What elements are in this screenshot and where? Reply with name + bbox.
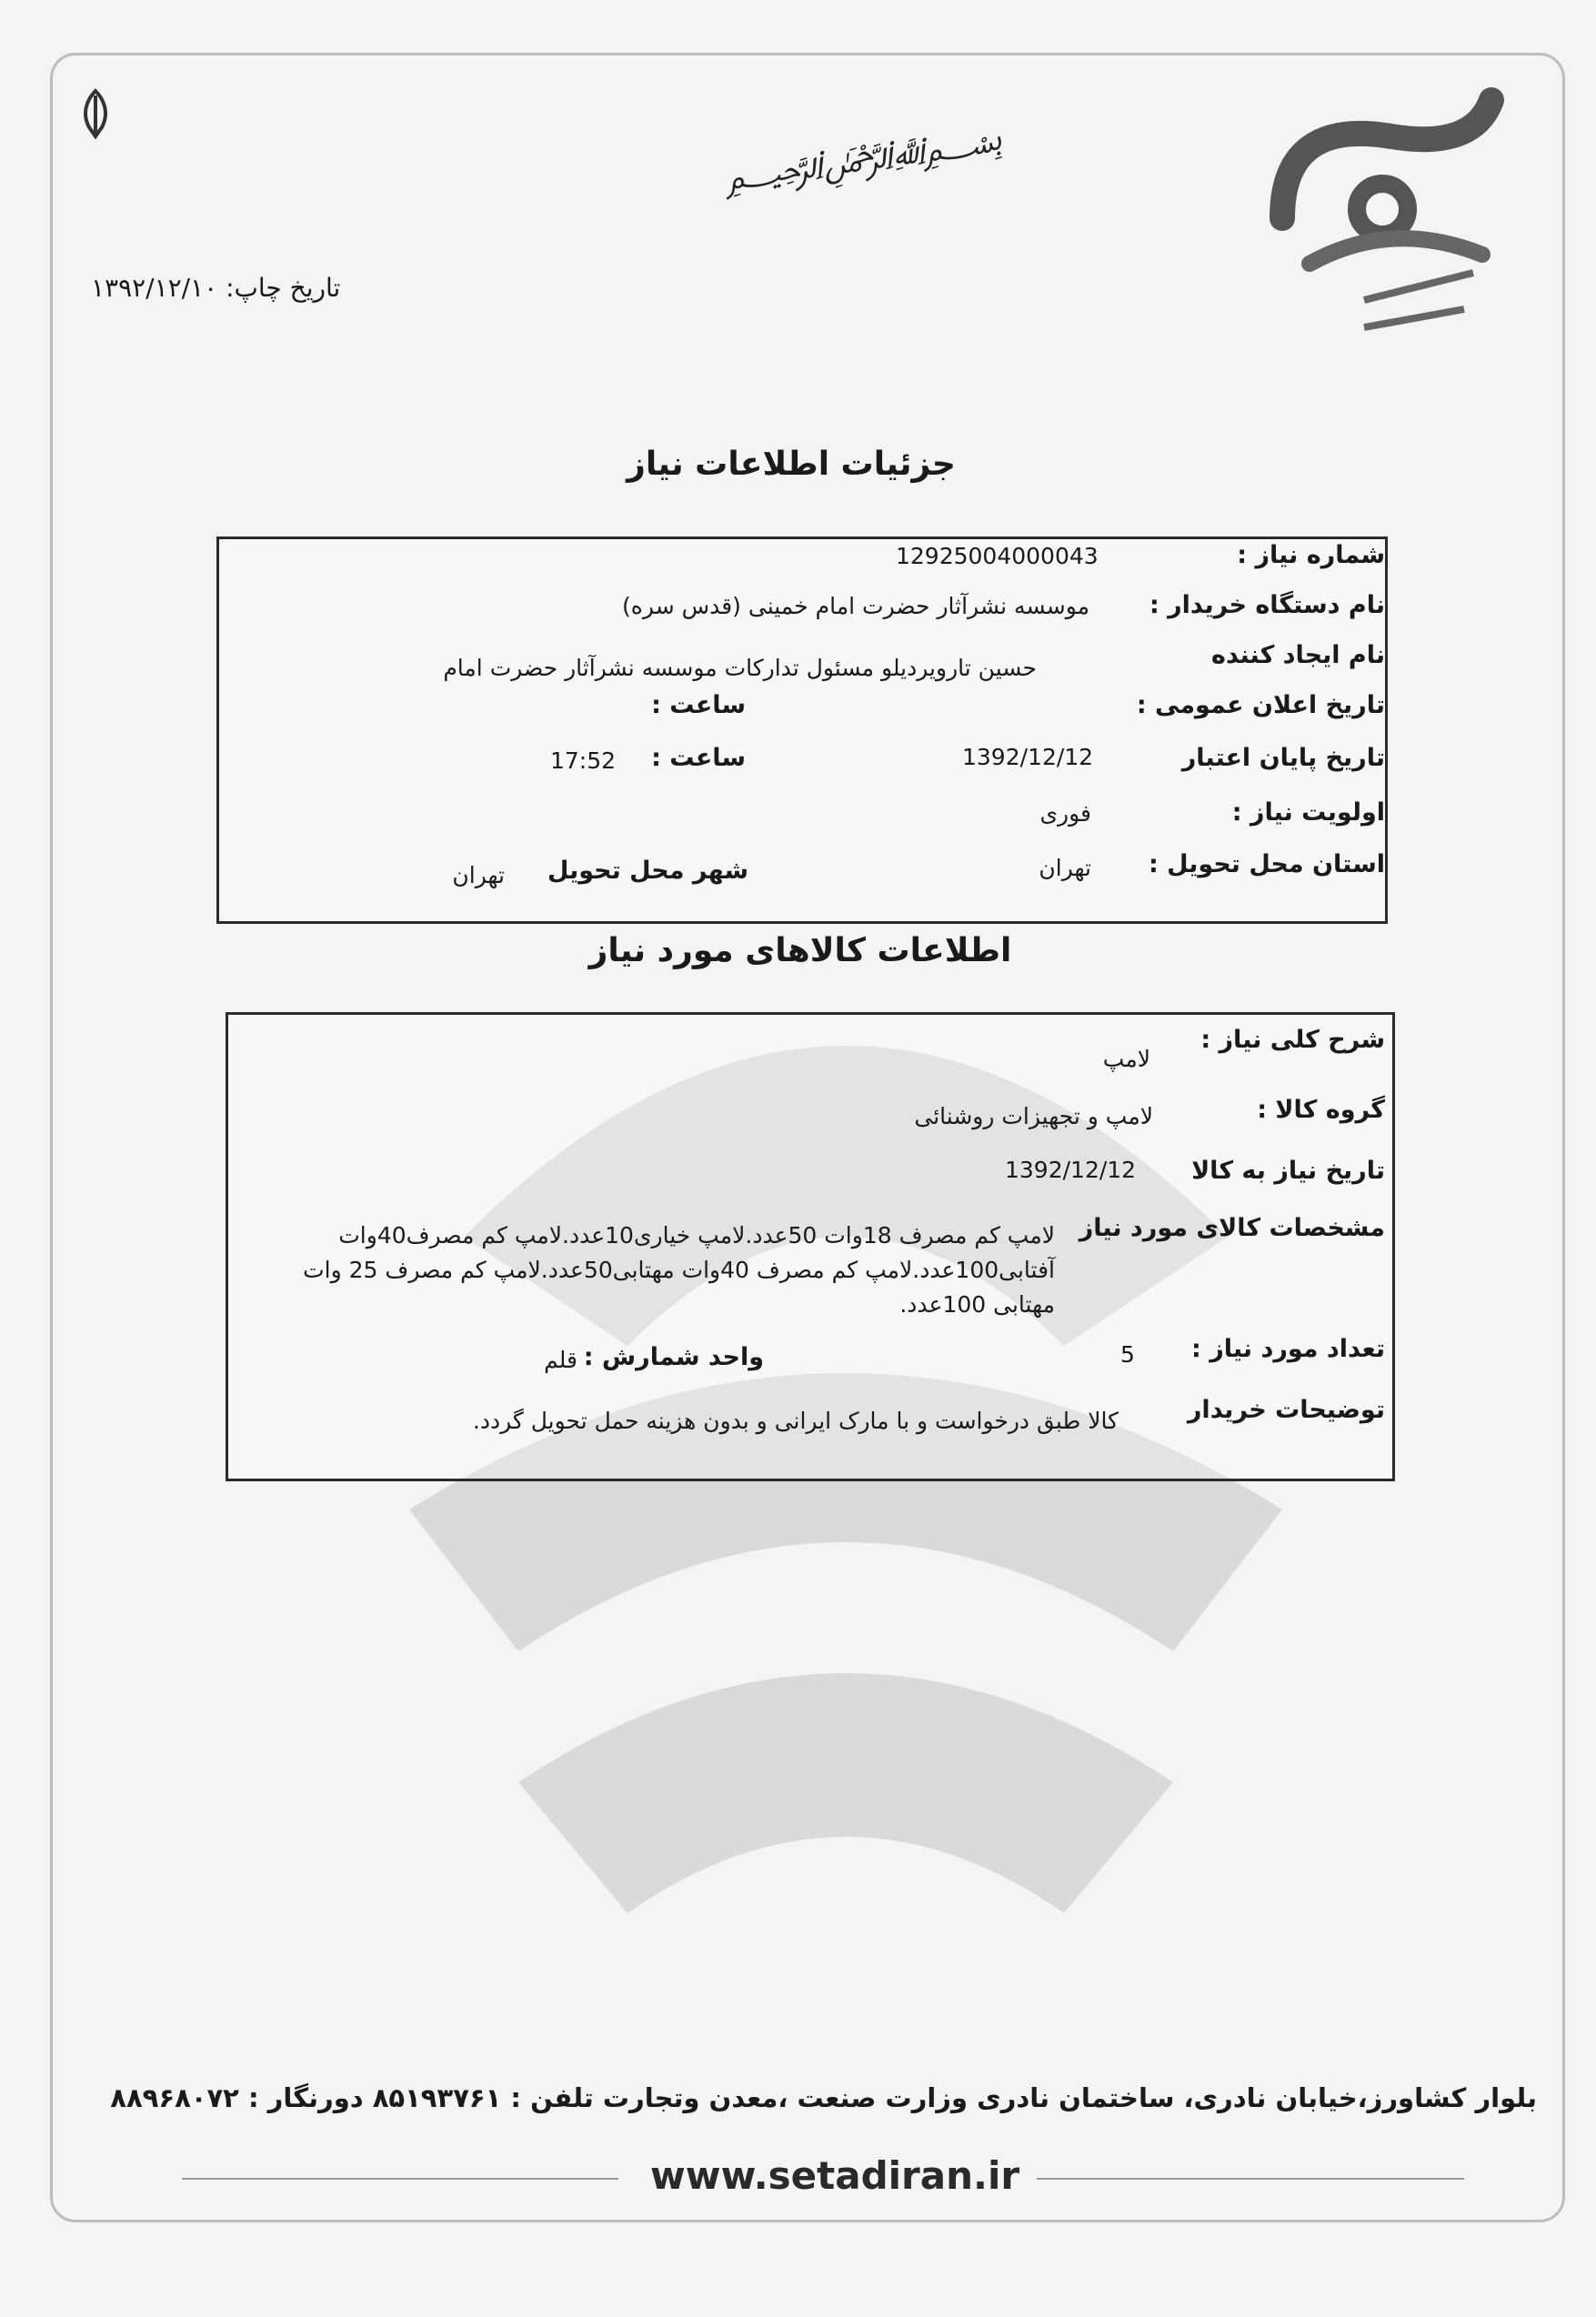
- need-date-value: 1392/12/12: [1005, 1157, 1137, 1183]
- city-label: شهر محل تحویل: [547, 857, 748, 885]
- buyer-label: نام دستگاه خریدار :: [1149, 591, 1385, 619]
- public-date-label: تاریخ اعلان عمومی :: [1136, 691, 1385, 719]
- goods-group-label: گروه کالا :: [1257, 1096, 1385, 1124]
- expiry-time-value: 17:52: [550, 747, 617, 774]
- specs-value: لامپ کم مصرف 18وات 50عدد.لامپ خیاری10عدد.لامپ کم مصرف40وات آفتابی100عدد.لامپ کم مصرف 40وات مهتابی50عدد.لامپ کم مصرف 25 وات مهتابی 100عدد.: [303, 1222, 1055, 1318]
- footer-website: www.setadiran.ir: [650, 2153, 1020, 2198]
- creator-value: حسین تارویردیلو مسئول تدارکات موسسه نشرآثار حضرت امام: [443, 655, 1037, 681]
- need-number-label: شماره نیاز :: [1237, 541, 1385, 569]
- footer-address: بلوار کشاورز،خیابان نادری، ساختمان نادری وزارت صنعت ،معدن وتجارت تلفن : ۸۵۱۹۳۷۶۱ دورنگار : ۸۸۹۶۸۰۷۲: [110, 2082, 1537, 2113]
- footer-divider-left: [182, 2178, 618, 2180]
- goods-group-value: لامپ و تجهیزات روشنائی: [914, 1103, 1153, 1129]
- print-date: تاریخ چاپ: ۱۳۹۲/۱۲/۱۰: [91, 273, 341, 303]
- unit-value: قلم: [544, 1347, 577, 1373]
- creator-label: نام ایجاد کننده: [1211, 641, 1385, 669]
- specs-label: مشخصات کالای مورد نیاز: [1079, 1214, 1385, 1242]
- setad-logo-icon: [1255, 82, 1528, 355]
- expiry-time-label: ساعت :: [651, 744, 746, 772]
- need-date-label: تاریخ نیاز به کالا: [1191, 1157, 1385, 1185]
- summary-value: لامپ: [1102, 1046, 1150, 1072]
- basmala-calligraphy-icon: ﷽: [722, 117, 1005, 199]
- expiry-date-value: 1392/12/12: [962, 744, 1094, 770]
- buyer-value: موسسه نشرآثار حضرت امام خمینی (قدس سره): [622, 593, 1089, 619]
- buyer-notes-label: توضیحات خریدار: [1187, 1396, 1385, 1424]
- iran-emblem-icon: [64, 86, 127, 141]
- city-value: تهران: [452, 862, 505, 888]
- public-time-label: ساعت :: [651, 691, 746, 719]
- need-number-value: 12925004000043: [896, 543, 1099, 569]
- section-title-need-details: جزئیات اطلاعات نیاز: [627, 446, 956, 483]
- unit-label: واحد شمارش :: [583, 1343, 764, 1371]
- summary-label: شرح کلی نیاز :: [1200, 1026, 1385, 1054]
- footer-divider-right: [1037, 2178, 1464, 2180]
- quantity-value: 5: [1120, 1341, 1135, 1368]
- section-title-goods-info: اطلاعات کالاهای مورد نیاز: [588, 932, 1012, 969]
- quantity-label: تعداد مورد نیاز :: [1191, 1335, 1385, 1363]
- buyer-notes-value: کالا طبق درخواست و با مارک ایرانی و بدون هزینه حمل تحویل گردد.: [472, 1408, 1119, 1434]
- priority-label: اولویت نیاز :: [1231, 798, 1385, 827]
- expiry-label: تاریخ پایان اعتبار: [1181, 744, 1385, 772]
- province-label: استان محل تحویل :: [1148, 850, 1385, 878]
- priority-value: فوری: [1039, 800, 1091, 827]
- province-value: تهران: [1039, 855, 1091, 881]
